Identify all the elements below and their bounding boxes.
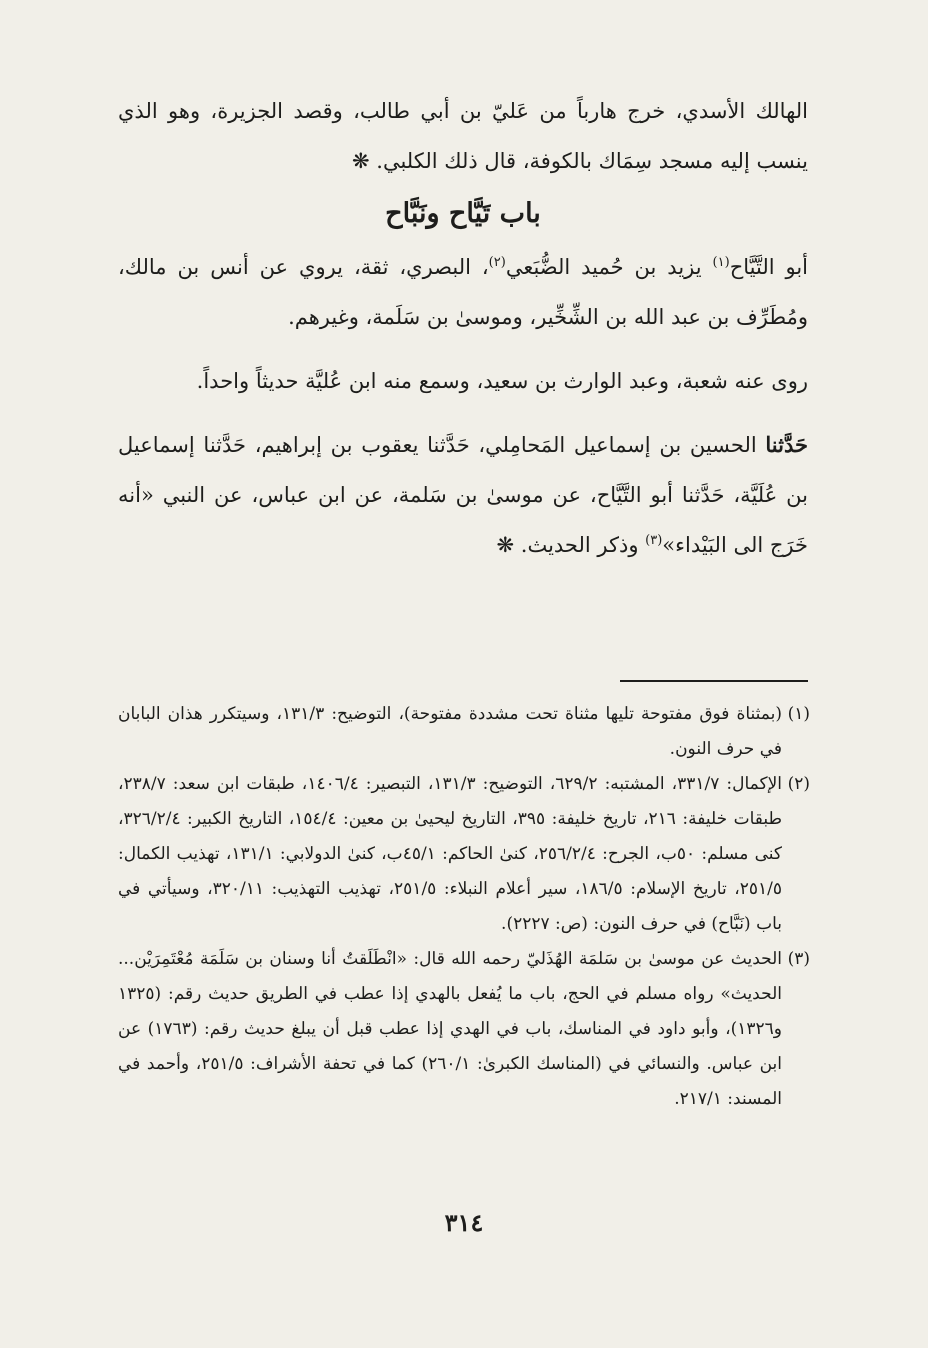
hadith-end: وذكر الحديث. ❋ <box>496 533 646 557</box>
intro-paragraph: الهالك الأسدي، خرج هارباً من عَليّ بن أبي طالب، وقصد الجزيرة، وهو الذي ينسب إليه مسجد سِمَاك بالكوفة، قال ذلك الكلبي. ❋ <box>118 99 808 173</box>
footnote-3 <box>118 942 810 1117</box>
footnote-separator <box>620 680 808 682</box>
hadith-lead: حَدَّثنا <box>765 432 808 457</box>
footnote-number: (١) <box>787 704 810 724</box>
footnote-ref-2[interactable]: (٢) <box>488 255 506 270</box>
narrator-paragraph <box>118 242 808 342</box>
page-number: ٣١٤ <box>444 1208 484 1237</box>
spacer <box>118 406 808 420</box>
footnote-ref-3[interactable]: (٣) <box>645 533 663 548</box>
transmitters-paragraph: روى عنه شعبة، وعبد الوارث بن سعيد، وسمع منه ابن عُليَّة حديثاً واحداً. <box>196 369 808 393</box>
narrator-detail-cont: ، البصري، ثقة، يروي عن أنس بن مالك، ومُطَرِّف بن عبد الله بن الشِّخِّير، وموسىٰ بن سَلَمة، وغيرهم. <box>118 255 808 329</box>
footnote-number: (٣) <box>787 949 810 969</box>
footnote-number: (٢) <box>787 774 810 794</box>
narrator-name: أبو التَّيَّاح <box>729 255 809 279</box>
spacer <box>118 342 808 356</box>
footnotes <box>118 697 810 1117</box>
footnote-ref-1[interactable]: (١) <box>712 255 730 270</box>
footnote-text: الإكمال: ٣٣١/٧، المشتبه: ٦٢٩/٢، التوضيح: ١٣١/٣، التبصير: ١٤٠٦/٤، طبقات ابن سعد: ٢٣٨/٧، طبقات خليفة: ٢١٦، تاريخ خليفة: ٣٩٥، التاريخ ليحيىٰ بن معين: ١٥٤/٤، التاريخ الكبير: ٣٢٦/٢/٤، كنى مسلم: ٥٠ب، الجرح: ٢٥٦/٢/٤، كنىٰ الحاكم: ٤٥/١ب، كنىٰ الدولابي: ١٣١/١، تهذيب الكمال: ٢٥١/٥، تاريخ الإسلام: ١٨٦/٥، سير أعلام النبلاء: ٢٥١/٥، تهذيب التهذيب: ٣٢٠/١١، وسيأتي في باب (نَبَّاح) في حرف النون: (ص: ٢٢٢٧). <box>118 774 783 934</box>
narrator-detail: يزيد بن حُميد الضُّبَعي <box>505 255 713 279</box>
footnote-text: (بمثناة فوق مفتوحة تليها مثناة تحت مشددة مفتوحة)، التوضيح: ١٣١/٣، وسيتكرر هذان البابان في حرف النون. <box>118 704 783 759</box>
hadith-chain: الحسين بن إسماعيل المَحامِلي، حَدَّثنا يعقوب بن إبراهيم، حَدَّثنا إسماعيل بن عُلَيَّة، حَدَّثنا أبو التَّيَّاح، عن موسىٰ بن سَلمة، عن ابن عباس، عن النبي «أنه خَرَج الى البَيْداء» <box>118 433 808 557</box>
footnote-text: الحديث عن موسىٰ بن سَلمَة الهُذَليّ رحمه الله قال: «انْطَلَقتُ أنا وسنان بن سَلَمَة مُعْتَمِرَيْن... الحديث» رواه مسلم في الحج، باب ما يُفعل بالهدي إذا عطب في الطريق حديث رقم: (١٣٢٥ و١٣٢٦)، وأبو داود في المناسك، باب في الهدي إذا عطب قبل أن يبلغ حديث رقم: (١٧٦٣) عن ابن عباس. والنسائي في (المناسك الكبرىٰ: ٢٦٠/١) كما في تحفة الأشراف: ٢٥١/٥، وأحمد في المسند: ٢١٧/١. <box>118 949 782 1109</box>
hadith-paragraph <box>118 420 808 570</box>
section-heading: باب تَيَّاح ونَبَّاح <box>385 198 541 229</box>
main-text <box>118 86 808 570</box>
footnote-1 <box>118 697 810 767</box>
footnote-2 <box>118 767 810 942</box>
